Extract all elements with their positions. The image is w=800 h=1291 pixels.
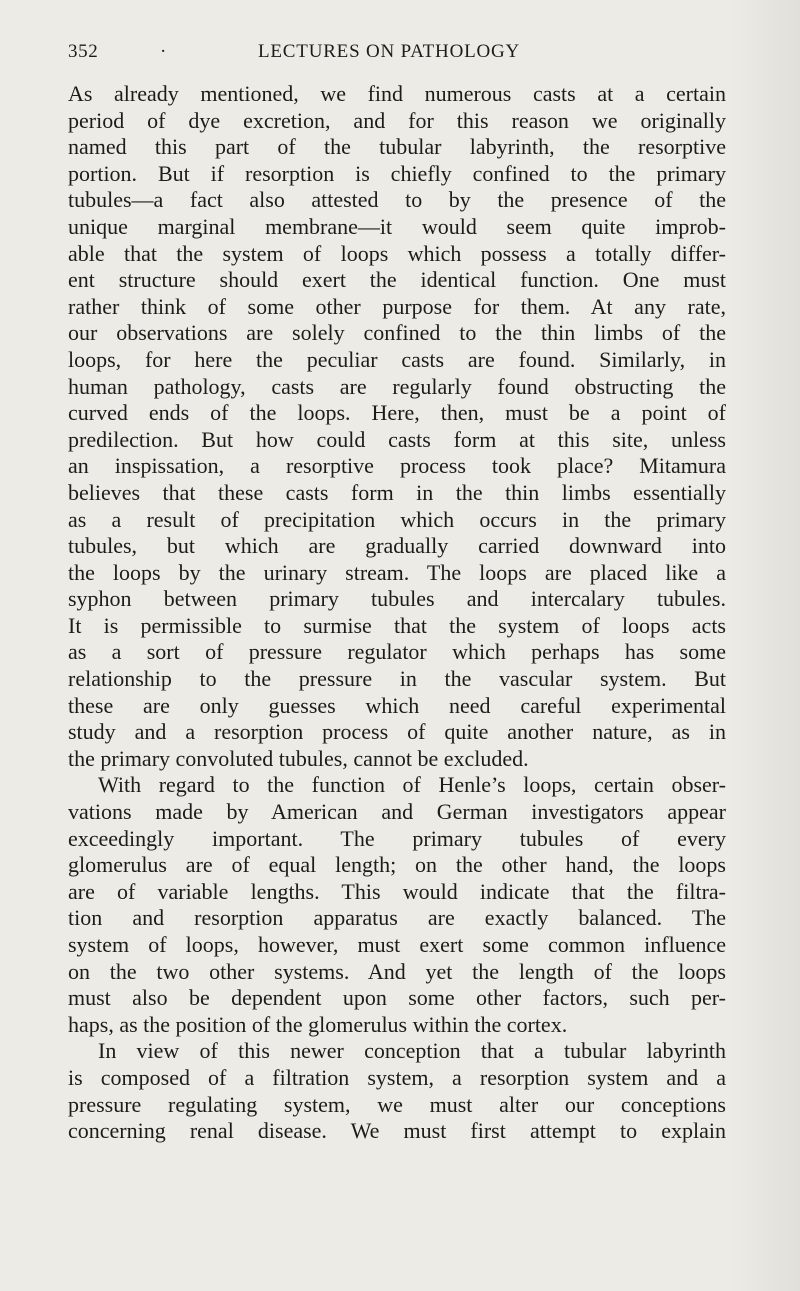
- text-line: our observations are solely confined to the thin limbs of the: [68, 320, 726, 346]
- text-line: vations made by American and German investigators appear: [68, 799, 726, 825]
- text-line: concerning renal disease. We must first attempt to explain: [68, 1118, 726, 1144]
- text-line: relationship to the pressure in the vascular system. But: [68, 666, 726, 692]
- page-edge-shadow: [730, 0, 800, 1291]
- text-line: on the two other systems. And yet the length of the loops: [68, 958, 726, 984]
- text-line: named this part of the tubular labyrinth, the resorptive: [68, 134, 726, 160]
- text-line: must also be dependent upon some other factors, such per-: [68, 985, 726, 1011]
- paragraph-end-line: haps, as the position of the glomerulus within the cortex.: [68, 1011, 568, 1037]
- text-line: as a result of precipitation which occurs in the primary: [68, 506, 726, 532]
- text-line: tubules, but which are gradually carried downward into: [68, 533, 726, 559]
- text-line: loops, for here the peculiar casts are found. Similarly, in: [68, 346, 726, 372]
- text-line: able that the system of loops which possess a totally differ-: [68, 240, 726, 266]
- text-line: It is permissible to surmise that the system of loops acts: [68, 612, 726, 638]
- paragraph-start-line: With regard to the function of Henle’s loops, certain obser-: [98, 772, 726, 798]
- text-line: ent structure should exert the identical function. One must: [68, 267, 726, 293]
- text-line: As already mentioned, we find numerous casts at a certain: [68, 81, 726, 106]
- text-line: are of variable lengths. This would indicate that the filtra-: [68, 878, 726, 904]
- text-line: unique marginal membrane—it would seem quite improb-: [68, 213, 726, 239]
- text-line: an inspissation, a resorptive process took place? Mitamura: [68, 453, 726, 479]
- text-line: system of loops, however, must exert some common influence: [68, 932, 726, 957]
- text-line: period of dye excretion, and for this reason we originally: [68, 107, 726, 133]
- text-line: study and a resorption process of quite another nature, as in: [68, 719, 726, 745]
- paragraph-end-line: the primary convoluted tubules, cannot be excluded.: [68, 745, 529, 771]
- text-line: tubules—a fact also attested to by the presence of the: [68, 187, 726, 213]
- text-line: the loops by the urinary stream. The loops are placed like a: [68, 559, 726, 585]
- text-line: exceedingly important. The primary tubules of every: [68, 825, 726, 851]
- text-line: predilection. But how could casts form at this site, unless: [68, 426, 726, 452]
- text-line: glomerulus are of equal length; on the other hand, the loops: [68, 852, 726, 878]
- text-line: believes that these casts form in the thin limbs essentially: [68, 479, 726, 505]
- text-line: pressure regulating system, we must alter our conceptions: [68, 1091, 726, 1117]
- text-line: syphon between primary tubules and intercalary tubules.: [68, 586, 726, 612]
- page-number: 352: [68, 41, 99, 62]
- text-line: tion and resorption apparatus are exactly balanced. The: [68, 905, 726, 931]
- text-line: these are only guesses which need careful experimental: [68, 692, 726, 718]
- running-title: LECTURES ON PATHOLOGY: [258, 41, 521, 62]
- header-separator: ·: [160, 41, 167, 62]
- paragraph-start-line: In view of this newer conception that a tubular labyrinth: [98, 1038, 726, 1064]
- text-line: is composed of a filtration system, a resorption system and a: [68, 1064, 726, 1090]
- text-line: curved ends of the loops. Here, then, must be a point of: [68, 400, 726, 426]
- text-line: as a sort of pressure regulator which perhaps has some: [68, 639, 726, 665]
- text-line: rather think of some other purpose for them. At any rate,: [68, 293, 726, 319]
- text-line: portion. But if resorption is chiefly confined to the primary: [68, 160, 726, 186]
- running-head: [68, 41, 720, 71]
- body-text: [68, 81, 726, 1145]
- text-line: human pathology, casts are regularly found obstructing the: [68, 373, 726, 399]
